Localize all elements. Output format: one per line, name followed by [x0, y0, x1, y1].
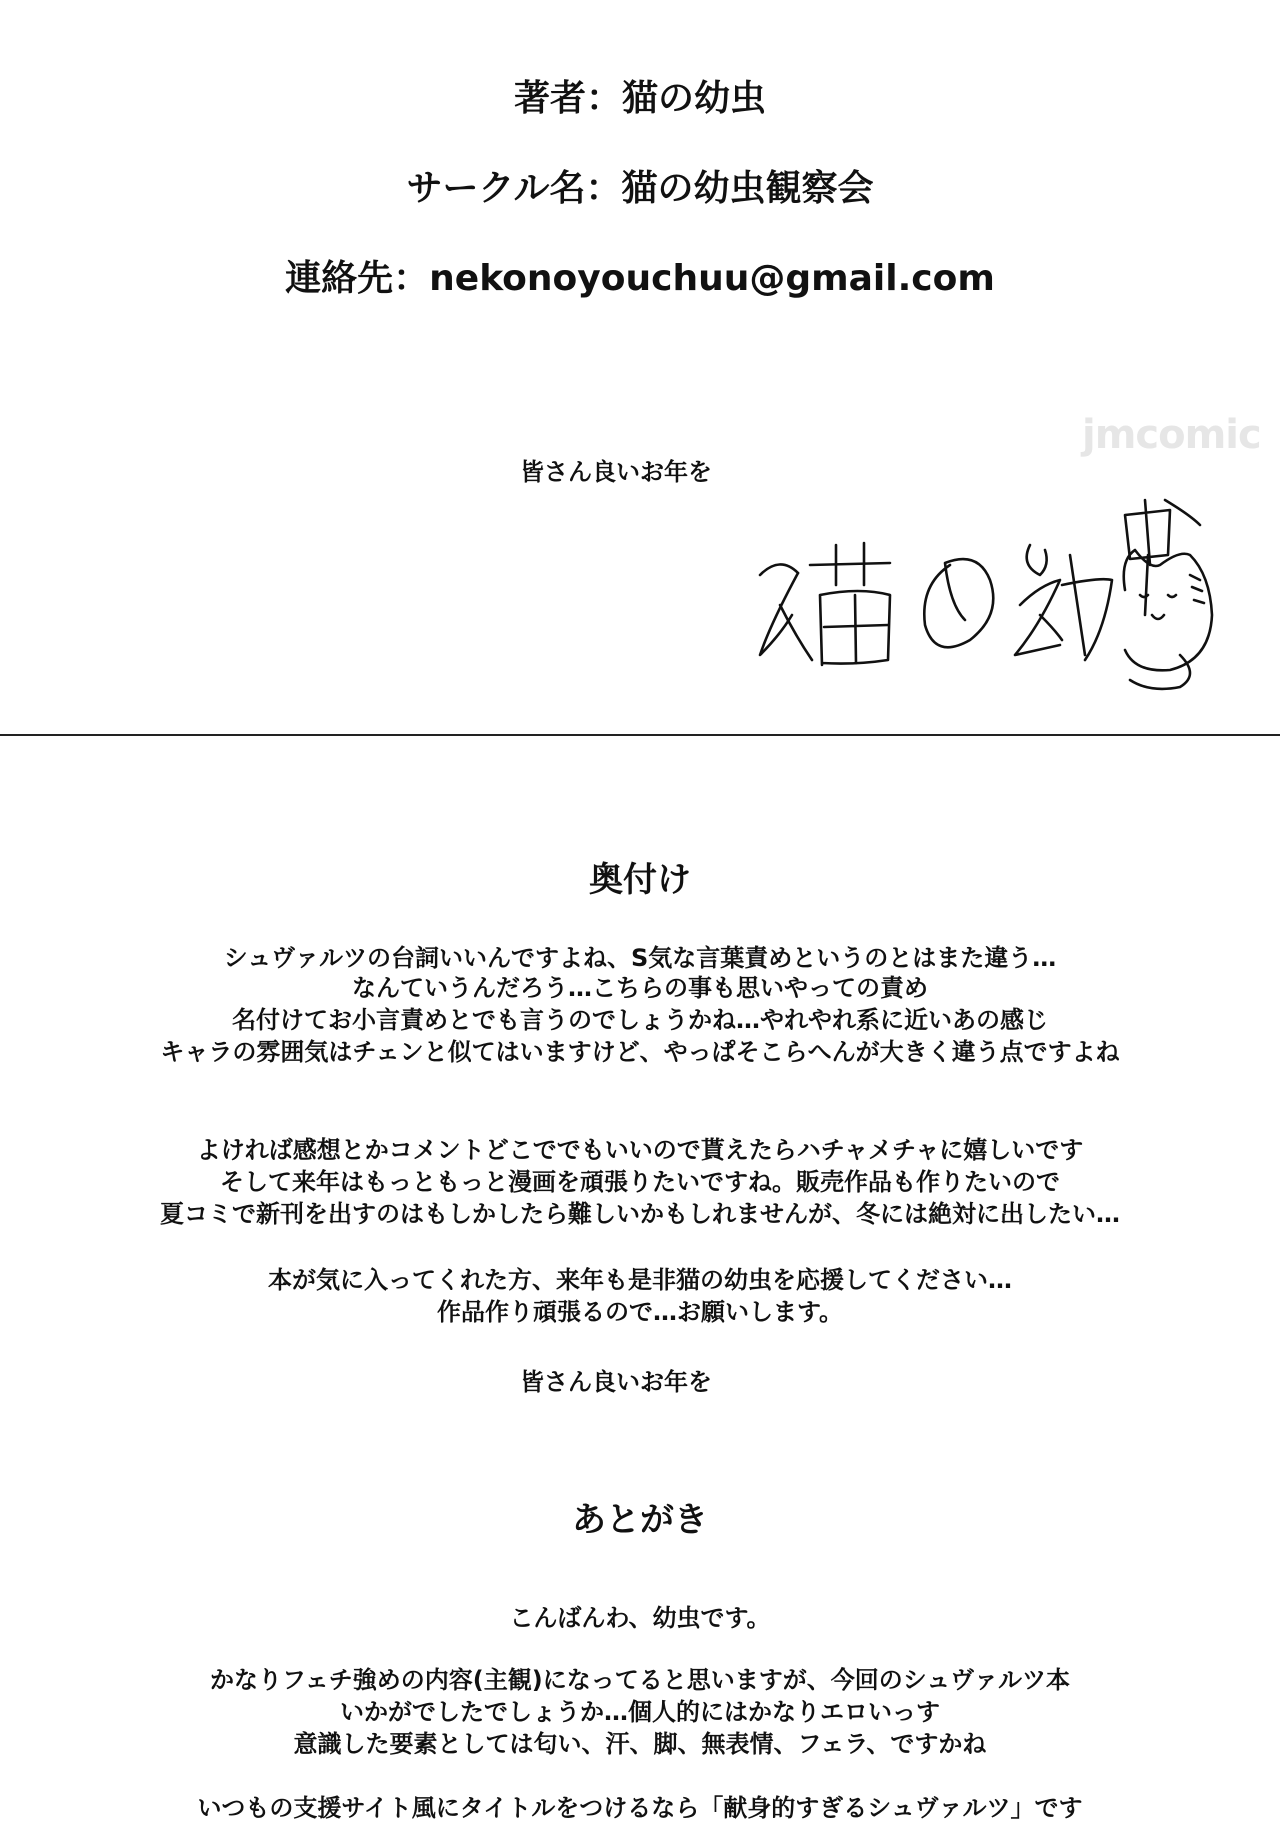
- atogaki-line: こんばんわ、幼虫です。: [509, 1604, 771, 1632]
- atogaki-line: 意識した要素としては匂い、汗、脚、無表情、フェラ、ですかね: [293, 1730, 987, 1758]
- greeting-cut-bottom: [480, 1362, 800, 1396]
- atogaki-line: いかがでしたでしょうか…個人的にはかなりエロいっす: [340, 1698, 940, 1726]
- okuduke-line: 作品作り頑張るので…お願いします。: [436, 1298, 844, 1326]
- circle-credit: サークル名：猫の幼虫観察会: [406, 168, 874, 209]
- handwritten-signature: [740, 455, 1220, 695]
- okuduke-line: なんていうんだろう…こちらの事も思いやっての責め: [352, 974, 928, 1002]
- contact-credit: 連絡先：nekonoyouchuu@gmail.com: [285, 258, 995, 299]
- greeting-text-top: 皆さん良いお年を: [520, 458, 712, 486]
- okuduke-line: 名付けてお小言責めとでも言うのでしょうかね…やれやれ系に近いあの感じ: [232, 1006, 1048, 1034]
- watermark-logo: jmcomic: [1082, 412, 1261, 458]
- author-credit: 著者：猫の幼虫: [513, 78, 766, 119]
- atogaki-line: いつもの支援サイト風にタイトルをつけるなら「献身的すぎるシュヴァルツ」です: [197, 1794, 1083, 1822]
- greeting-cut-top: [520, 444, 750, 486]
- okuduke-line: そして来年はもっともっと漫画を頑張りたいですね。販売作品も作りたいので: [220, 1168, 1060, 1196]
- atogaki-line: かなりフェチ強めの内容(主観)になってると思いますが、今回のシュヴァルツ本: [209, 1666, 1070, 1694]
- okuduke-line: キャラの雰囲気はチェンと似てはいますけど、やっぱそこらへんが大きく違う点ですよね: [160, 1038, 1120, 1066]
- okuduke-title: 奥付け: [589, 860, 691, 900]
- greeting-text-bottom: 皆さん良いお年を: [520, 1368, 712, 1396]
- okuduke-line: よければ感想とかコメントどこででもいいので貰えたらハチャメチャに嬉しいです: [196, 1136, 1084, 1164]
- okuduke-line: シュヴァルツの台詞いいんですよね、S気な言葉責めというのとはまた違う…: [223, 944, 1057, 972]
- section-divider: [0, 734, 1280, 736]
- okuduke-line: 夏コミで新刊を出すのはもしかしたら難しいかもしれませんが、冬には絶対に出したい…: [160, 1200, 1120, 1228]
- atogaki-title: あとがき: [572, 1500, 708, 1540]
- okuduke-line: 本が気に入ってくれた方、来年も是非猫の幼虫を応援してください…: [268, 1266, 1012, 1294]
